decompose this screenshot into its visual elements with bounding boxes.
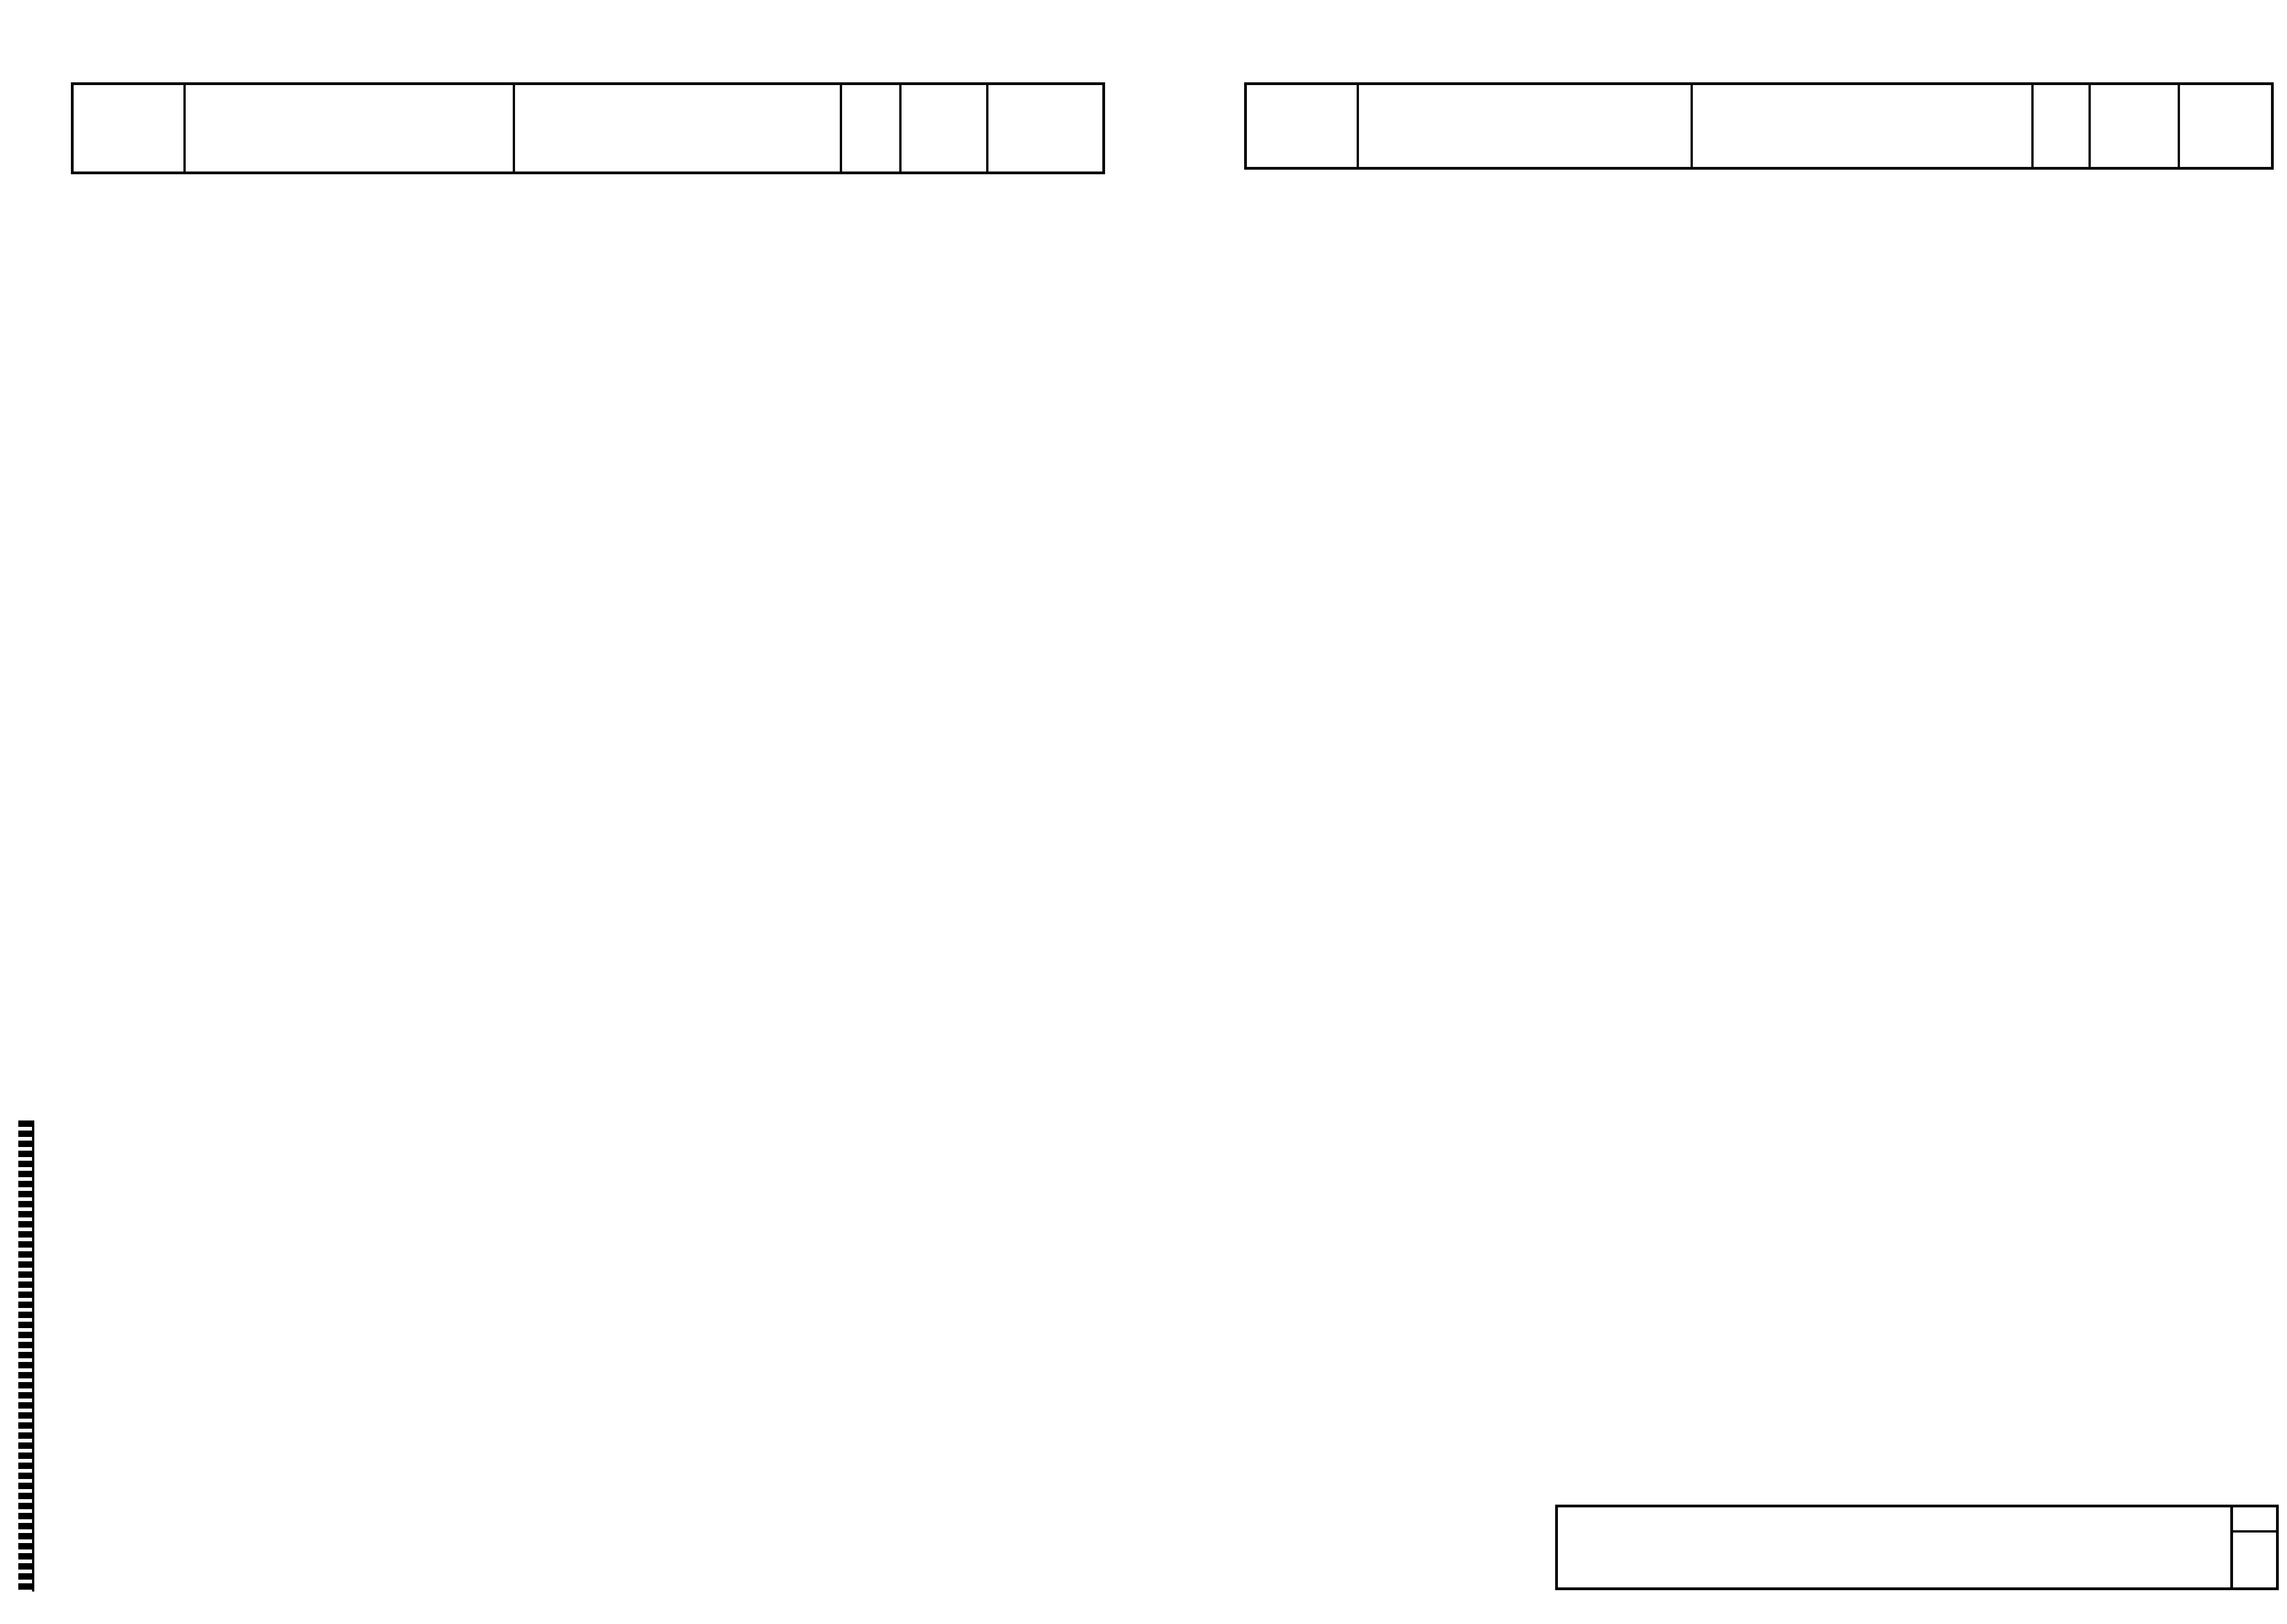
header-quantity (2032, 84, 2089, 168)
header-note (987, 84, 1104, 173)
header-quantity (841, 84, 900, 173)
header-designation (184, 84, 514, 173)
header-mass (2089, 84, 2179, 168)
document-code (1558, 1507, 2230, 1587)
binding-frame (32, 1120, 80, 1592)
header-position (72, 84, 184, 173)
header-mass (900, 84, 987, 173)
sheet-cell (2230, 1507, 2279, 1587)
specification-table-left (71, 82, 1105, 174)
title-stamp (1555, 1505, 2279, 1590)
header-note (2179, 84, 2272, 168)
sheet-number (2233, 1533, 2279, 1587)
header-position (1246, 84, 1358, 168)
header-designation (1358, 84, 1691, 168)
header-name (1691, 84, 2032, 168)
specification-table-right (1244, 82, 2274, 170)
header-name (514, 84, 841, 173)
sheet-label (2233, 1507, 2279, 1533)
binding-strip (18, 1120, 32, 1592)
